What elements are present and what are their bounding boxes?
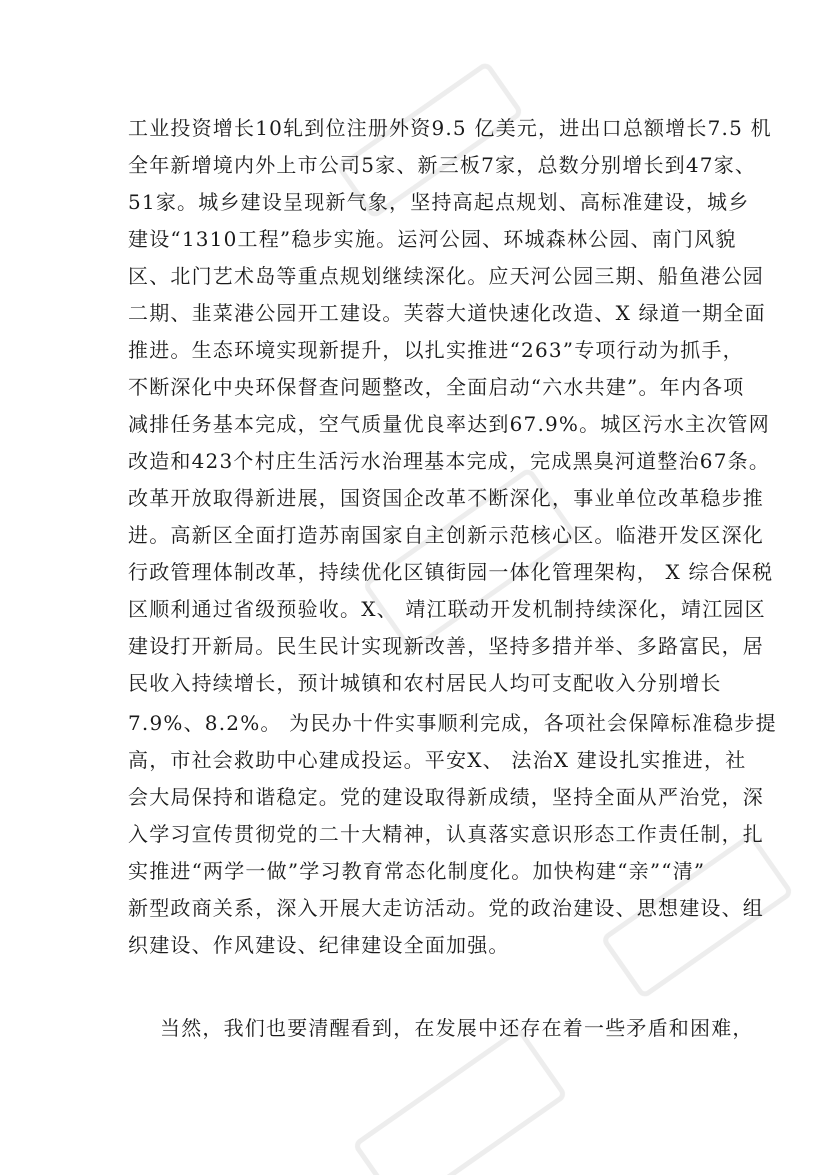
text-line: 织建设、作风建设、纪律建设全面加强。 <box>128 933 510 957</box>
text-line: 行政管理体制改革，持续优化区镇街园一体化管理架构， X 综合保税 <box>128 560 774 584</box>
text-line: 不断深化中央环保督查问题整改，全面启动“六水共建”。年内各项 <box>128 375 745 399</box>
text-line: 入学习宣传贯彻党的二十大精神，认真落实意识形态工作责任制，扎 <box>128 822 764 846</box>
text-line: 高，市社会救助中心建成投运。平安X、 法治X 建设扎实推进，社 <box>128 748 747 772</box>
text-line: 改造和423个村庄生活污水治理基本完成，完成黑臭河道整治67条。 <box>128 449 771 473</box>
text-line: 新型政商关系，深入开展大走访活动。党的政治建设、思想建设、组 <box>128 896 764 920</box>
text-line: 全年新增境内外上市公司5家、新三板7家，总数分别增长到47家、 <box>128 153 757 177</box>
text-line: 进。高新区全面打造苏南国家自主创新示范核心区。临港开发区深化 <box>128 523 764 547</box>
text-line: 建设打开新局。民生民计实现新改善，坚持多措并举、多路富民，居 <box>128 634 764 658</box>
text-line: 民收入持续增长，预计城镇和农村居民人均可支配收入分别增长 <box>128 671 722 695</box>
text-line: 7.9%、8.2%。 为民办十件实事顺利完成，各项社会保障标准稳步提 <box>128 711 777 735</box>
text-line: 改革开放取得新进展，国资国企改革不断深化，事业单位改革稳步推 <box>128 486 764 510</box>
text-line: 实推进“两学一做”学习教育常态化制度化。加快构建“亲”“清” <box>128 859 706 883</box>
text-line: 会大局保持和谐稳定。党的建设取得新成绩，坚持全面从严治党，深 <box>128 785 764 809</box>
text-line: 区、北门艺术岛等重点规划继续深化。应天河公园三期、船鱼港公园 <box>128 264 764 288</box>
text-line: 51家。城乡建设呈现新气象，坚持高起点规划、高标准建设，城乡 <box>128 190 750 214</box>
text-line: 建设“1310工程”稳步实施。运河公园、环城森林公园、南门风貌 <box>128 227 737 251</box>
paragraph-first-line: 当然，我们也要清醒看到，在发展中还存在着一些矛盾和困难， <box>160 1016 754 1040</box>
text-line: 二期、韭菜港公园开工建设。芙蓉大道快速化改造、X 绿道一期全面 <box>128 301 766 325</box>
text-line: 区顺利通过省级预验收。X、 靖江联动开发机制持续深化，靖江园区 <box>128 597 766 621</box>
text-line: 工业投资增长10轧到位注册外资9.5 亿美元，进出口总额增长7.5 机 <box>128 116 772 140</box>
text-line: 推进。生态环境实现新提升，以扎实推进“263”专项行动为抓手， <box>128 338 744 362</box>
text-line: 减排任务基本完成，空气质量优良率达到67.9%。城区污水主次管网 <box>128 412 770 436</box>
